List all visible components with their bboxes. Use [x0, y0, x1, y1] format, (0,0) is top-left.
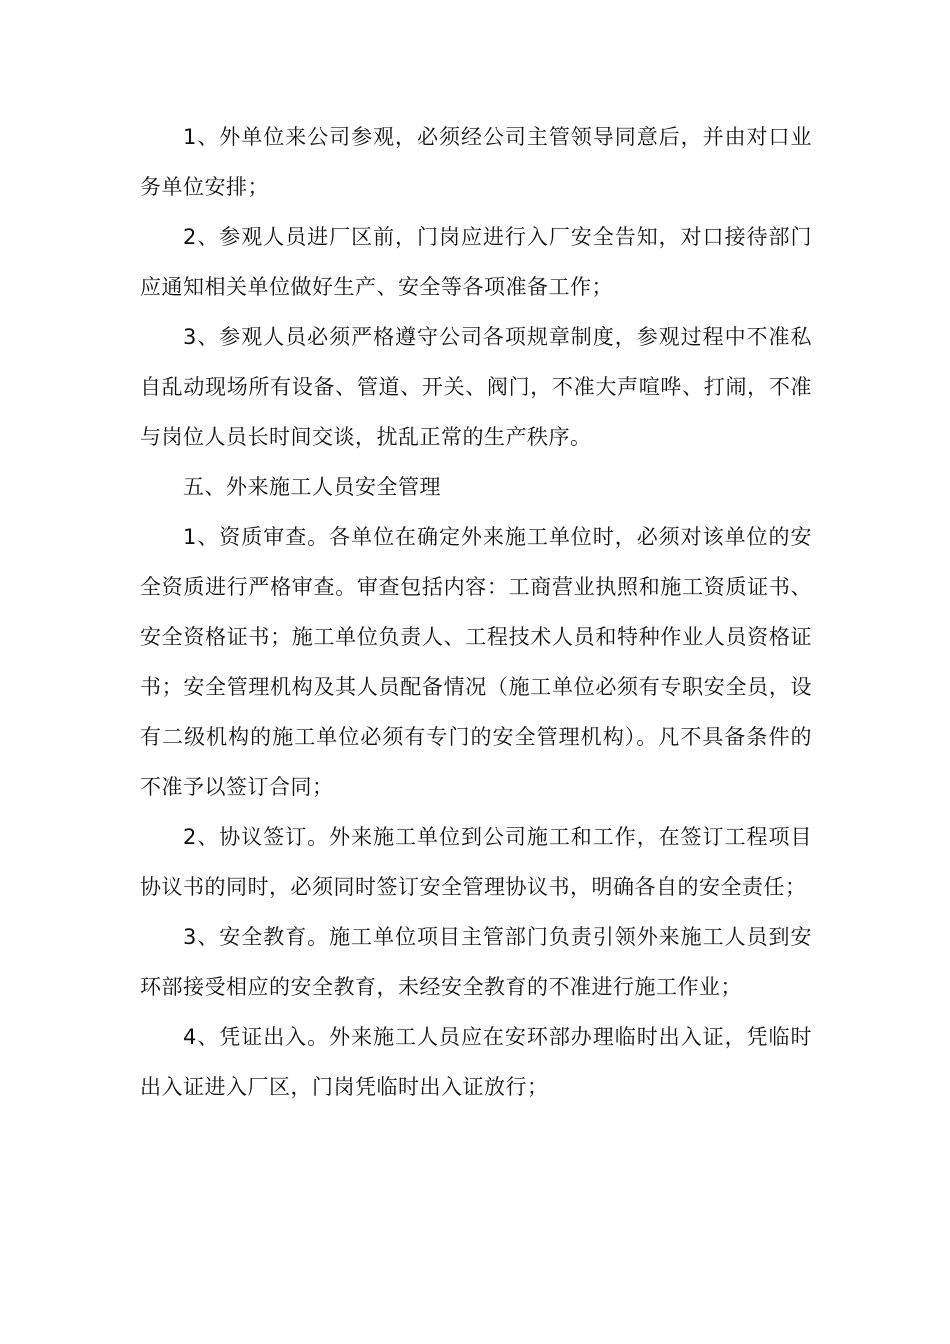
paragraph-visitor-approval: 1、外单位来公司参观，必须经公司主管领导同意后，并由对口业务单位安排； [140, 125, 812, 199]
paragraph-qualification-review: 1、资质审查。各单位在确定外来施工单位时，必须对该单位的安全资质进行严格审查。审查包括内容：工商营业执照和施工资质证书、安全资格证书；施工单位负责人、工程技术人员和特种作业人员资格证书；安全管理机构及其人员配备情况（施工单位必须有专职安全员，设有二级机构的施工单位必须有专门的安全管理机构）。凡不具备条件的不准予以签订合同； [140, 525, 812, 799]
paragraph-visitor-rules: 3、参观人员必须严格遵守公司各项规章制度，参观过程中不准私自乱动现场所有设备、管道、开关、阀门，不准大声喧哗、打闹，不准与岗位人员长时间交谈，扰乱正常的生产秩序。 [140, 325, 812, 449]
paragraph-entry-pass: 4、凭证出入。外来施工人员应在安环部办理临时出入证，凭临时出入证进入厂区，门岗凭临时出入证放行； [140, 1025, 812, 1099]
paragraph-agreement-signing: 2、协议签订。外来施工单位到公司施工和工作，在签订工程项目协议书的同时，必须同时签订安全管理协议书，明确各自的安全责任； [140, 825, 812, 899]
paragraph-safety-education: 3、安全教育。施工单位项目主管部门负责引领外来施工人员到安环部接受相应的安全教育，未经安全教育的不准进行施工作业； [140, 925, 812, 999]
section-heading-contractor-safety: 五、外来施工人员安全管理 [183, 475, 441, 499]
document-body [140, 112, 812, 1112]
paragraph-visitor-safety-notice: 2、参观人员进厂区前，门岗应进行入厂安全告知，对口接待部门应通知相关单位做好生产、安全等各项准备工作； [140, 225, 812, 299]
